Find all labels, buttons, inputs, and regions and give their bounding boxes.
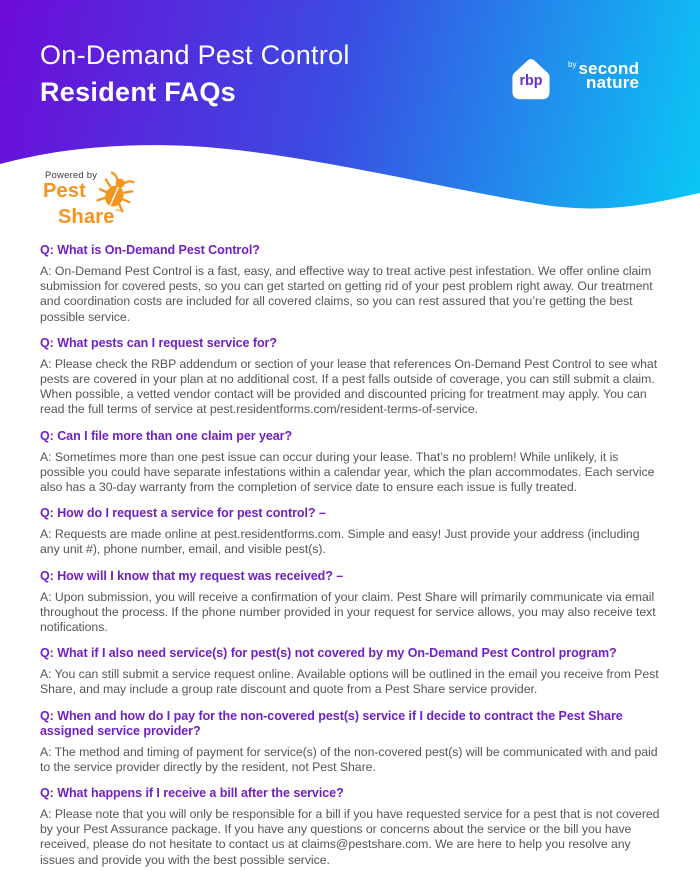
trademark-symbol: ™ [114,209,122,216]
faq-item [40,646,662,697]
faq-question: Q: What is On-Demand Pest Control? [40,243,260,257]
faq-question: Q: What pests can I request service for? [40,335,277,350]
page-title-line2: Resident FAQs [40,77,236,107]
faq-item [40,506,662,557]
faq-question: Q: How do I request a service for pest control? – [40,506,326,521]
page-title-line1: On-Demand Pest Control [40,40,350,70]
faq-item [40,569,662,636]
faq-item [40,786,662,868]
powered-by-pest-share [43,170,183,228]
by-label: by [568,60,577,69]
rbp-logo-icon [504,50,558,108]
faq-question: Q: Can I file more than one claim per year? [40,428,293,443]
faq-answer: A: Please check the RBP addendum or section of your lease that references On-Demand Pest Control to see what pests are covered in your plan at no additional cost. If a pest falls outside of coverage, you can still submit a claim. When possible, a vetted vendor contact will be provided and discounted pricing for treatment may apply. You can read the full terms of service at pest.residentforms.com/resident-terms-of-service. [40,356,658,417]
faq-answer: A: Requests are made online at pest.residentforms.com. Simple and easy! Just provide your address (including any unit #), phone number, email, and visible pest(s). [40,527,640,557]
second-nature-word2: nature [586,73,640,92]
second-nature-logo [568,59,639,93]
faq-item [40,429,662,496]
faq-answer: A: On-Demand Pest Control is a fast, easy, and effective way to treat active pest infestation. We offer online claim submission for covered pests, so you can get started on getting rid of your pest problem right away. Our treatment and coordination costs are included for all covered claims, so you can rest assured that you’re getting the best possible service. [40,264,653,324]
second-nature-word1: second [578,59,640,78]
faq-question: Q: What if I also need service(s) for pest(s) not covered by my On-Demand Pest Control program? [40,646,617,661]
faq-answer: A: Sometimes more than one pest issue can occur during your lease. That’s no problem! While unlikely, it is possible you could have separate infestations within a calendar year, which the plan accommodates. Each service also has a 30-day warranty from the completion of service date to ensure each issue is fully treated. [40,449,655,495]
faq-item [40,709,662,775]
faq-answer: A: You can still submit a service request online. Available options will be outlined in the email you receive from Pest Share, and may include a group rate discount and quote from a Pest Share service provider. [40,667,659,697]
faq-item [40,243,662,325]
faq-list [40,243,662,871]
faq-answer: A: The method and timing of payment for service(s) of the non-covered pest(s) will be communicated with and paid to the service provider directly by the resident, not Pest Share. [40,744,658,774]
pest-share-word2: Share™ [58,206,122,228]
page-title [40,36,350,111]
powered-by-label: Powered by [45,170,98,181]
rbp-logo-text: rbp [519,72,543,89]
faq-item [40,336,662,418]
faq-question: Q: How will I know that my request was received? – [40,568,344,583]
faq-answer: A: Please note that you will only be responsible for a bill if you have requested service for a pest that is not covered by your Pest Assurance package. If you have any questions or concerns about the service or the bill you have received, please do not hesitate to contact us at claims@pestshare.com. We are here to help you resolve any issues and provide you with the best possible service. [40,807,660,867]
faq-answer: A: Upon submission, you will receive a confirmation of your claim. Pest Share will primarily communicate via email throughout the process. If the phone number provided in your request for service allows, you may also receive text notifications. [40,589,656,635]
brand-lockup [504,50,639,108]
faq-question: Q: What happens if I receive a bill after the service? [40,786,344,801]
pest-share-word1: Pest [43,180,87,202]
faq-question: Q: When and how do I pay for the non-covered pest(s) service if I decide to contract the Pest Share assigned service provider? [40,708,623,738]
